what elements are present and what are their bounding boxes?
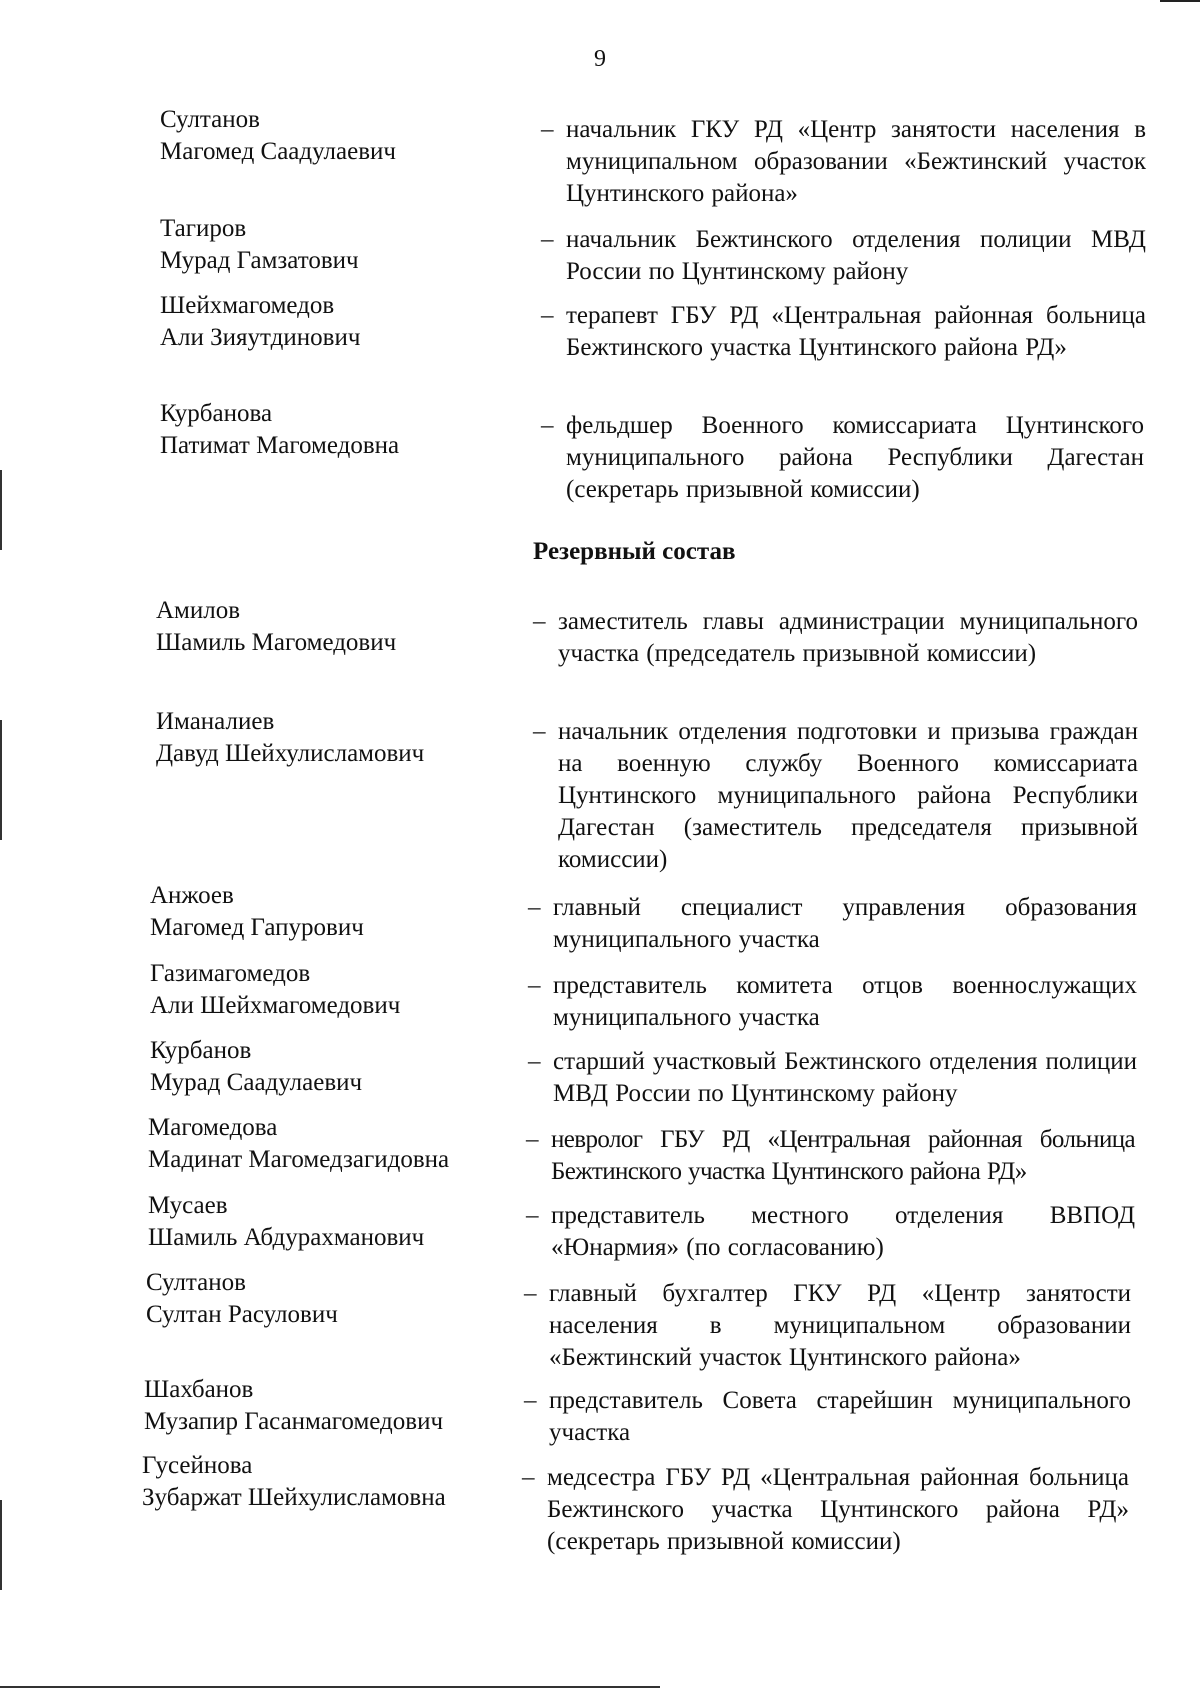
dash-mark: –	[526, 1126, 539, 1153]
member-name	[150, 1035, 362, 1099]
member-given-name: Магомед Саадулаевич	[160, 138, 396, 165]
member-name	[156, 706, 424, 770]
member-name	[144, 1374, 443, 1438]
member-surname: Тагиров	[160, 215, 247, 242]
member-role: представитель Совета старейшин муниципального участка	[549, 1387, 1131, 1446]
scan-edge-mark-top	[1160, 0, 1200, 2]
dash-mark: –	[541, 226, 554, 253]
member-surname: Мусаев	[148, 1192, 228, 1219]
dash-mark: –	[528, 894, 541, 921]
member-given-name: Султан Расулович	[146, 1301, 338, 1328]
dash-mark: –	[541, 116, 554, 143]
member-name	[148, 1190, 424, 1254]
member-surname: Амилов	[156, 597, 241, 624]
member-name	[160, 104, 396, 168]
member-given-name: Музапир Гасанмагомедович	[144, 1408, 444, 1435]
dash-mark: –	[541, 412, 554, 439]
member-name	[156, 595, 396, 659]
member-name	[142, 1450, 446, 1514]
dash-mark: –	[541, 302, 554, 329]
member-surname: Магомедова	[148, 1114, 278, 1141]
dash-mark: –	[526, 1202, 539, 1229]
member-role: главный бухгалтер ГКУ РД «Центр занятости населения в муниципальном образовании «Бежтинский участок Цунтинского района»	[549, 1280, 1131, 1371]
member-given-name: Али Шейхмагомедович	[150, 992, 401, 1019]
member-given-name: Мурад Гамзатович	[160, 247, 359, 274]
member-surname: Шахбанов	[144, 1376, 254, 1403]
member-name	[150, 880, 364, 944]
dash-mark: –	[533, 718, 546, 745]
member-name	[160, 398, 399, 462]
member-role: начальник ГКУ РД «Центр занятости населения в муниципальном образовании «Бежтинский участок Цунтинского района»	[566, 116, 1146, 207]
member-surname: Иманалиев	[156, 708, 275, 735]
dash-mark: –	[524, 1387, 537, 1414]
member-name	[160, 290, 360, 354]
member-surname: Шейхмагомедов	[160, 292, 335, 319]
member-surname: Анжоев	[150, 882, 234, 909]
scan-edge-mark-left-lower	[0, 1500, 2, 1590]
member-role: терапевт ГБУ РД «Центральная районная больница Бежтинского участка Цунтинского района РД»	[566, 302, 1146, 361]
dash-mark: –	[533, 608, 546, 635]
member-role: медсестра ГБУ РД «Центральная районная больница Бежтинского участка Цунтинского района РД» (секретарь призывной комиссии)	[547, 1464, 1129, 1555]
scan-edge-mark-left-middle	[0, 720, 2, 840]
member-role: начальник отделения подготовки и призыва граждан на военную службу Военного комиссариата Цунтинского муниципального района Республики Дагестан (заместитель председателя призывной комиссии)	[558, 718, 1138, 873]
scan-edge-mark-left-upper	[0, 470, 2, 550]
member-surname: Гусейнова	[142, 1452, 253, 1479]
member-given-name: Зубаржат Шейхулисламовна	[142, 1484, 446, 1511]
member-role: начальник Бежтинского отделения полиции МВД России по Цунтинскому району	[566, 226, 1146, 285]
member-given-name: Шамиль Абдурахманович	[148, 1224, 425, 1251]
member-role: представитель местного отделения ВВПОД «Юнармия» (по согласованию)	[551, 1202, 1135, 1261]
member-given-name: Мурад Саадулаевич	[150, 1069, 363, 1096]
member-name	[150, 958, 400, 1022]
scan-edge-mark-bottom	[0, 1686, 660, 1688]
member-given-name: Патимат Магомедовна	[160, 432, 400, 459]
page-number: 9	[594, 46, 606, 72]
member-name	[160, 213, 359, 277]
member-given-name: Магомед Гапурович	[150, 914, 364, 941]
member-name	[146, 1267, 338, 1331]
reserve-section-heading: Резервный состав	[533, 538, 736, 565]
member-role: старший участковый Бежтинского отделения полиции МВД России по Цунтинскому району	[553, 1048, 1137, 1107]
dash-mark: –	[528, 972, 541, 999]
member-given-name: Мадинат Магомедзагидовна	[148, 1146, 450, 1173]
member-role: фельдшер Военного комиссариата Цунтинского муниципального района Республики Дагестан (секретарь призывной комиссии)	[566, 412, 1144, 503]
member-surname: Султанов	[160, 106, 260, 133]
member-name	[148, 1112, 449, 1176]
member-given-name: Давуд Шейхулисламович	[156, 740, 425, 767]
member-surname: Курбанова	[160, 400, 273, 427]
member-given-name: Али Зияутдинович	[160, 324, 361, 351]
member-role: невролог ГБУ РД «Центральная районная больница Бежтинского участка Цунтинского района РД»	[551, 1126, 1135, 1185]
member-role: главный специалист управления образования муниципального участка	[553, 894, 1137, 953]
dash-mark: –	[524, 1280, 537, 1307]
member-surname: Курбанов	[150, 1037, 252, 1064]
member-surname: Газимагомедов	[150, 960, 311, 987]
dash-mark: –	[522, 1464, 535, 1491]
dash-mark: –	[528, 1048, 541, 1075]
member-role: представитель комитета отцов военнослужащих муниципального участка	[553, 972, 1137, 1031]
member-given-name: Шамиль Магомедович	[156, 629, 397, 656]
member-surname: Султанов	[146, 1269, 246, 1296]
member-role: заместитель главы администрации муниципального участка (председатель призывной комиссии)	[558, 608, 1138, 667]
